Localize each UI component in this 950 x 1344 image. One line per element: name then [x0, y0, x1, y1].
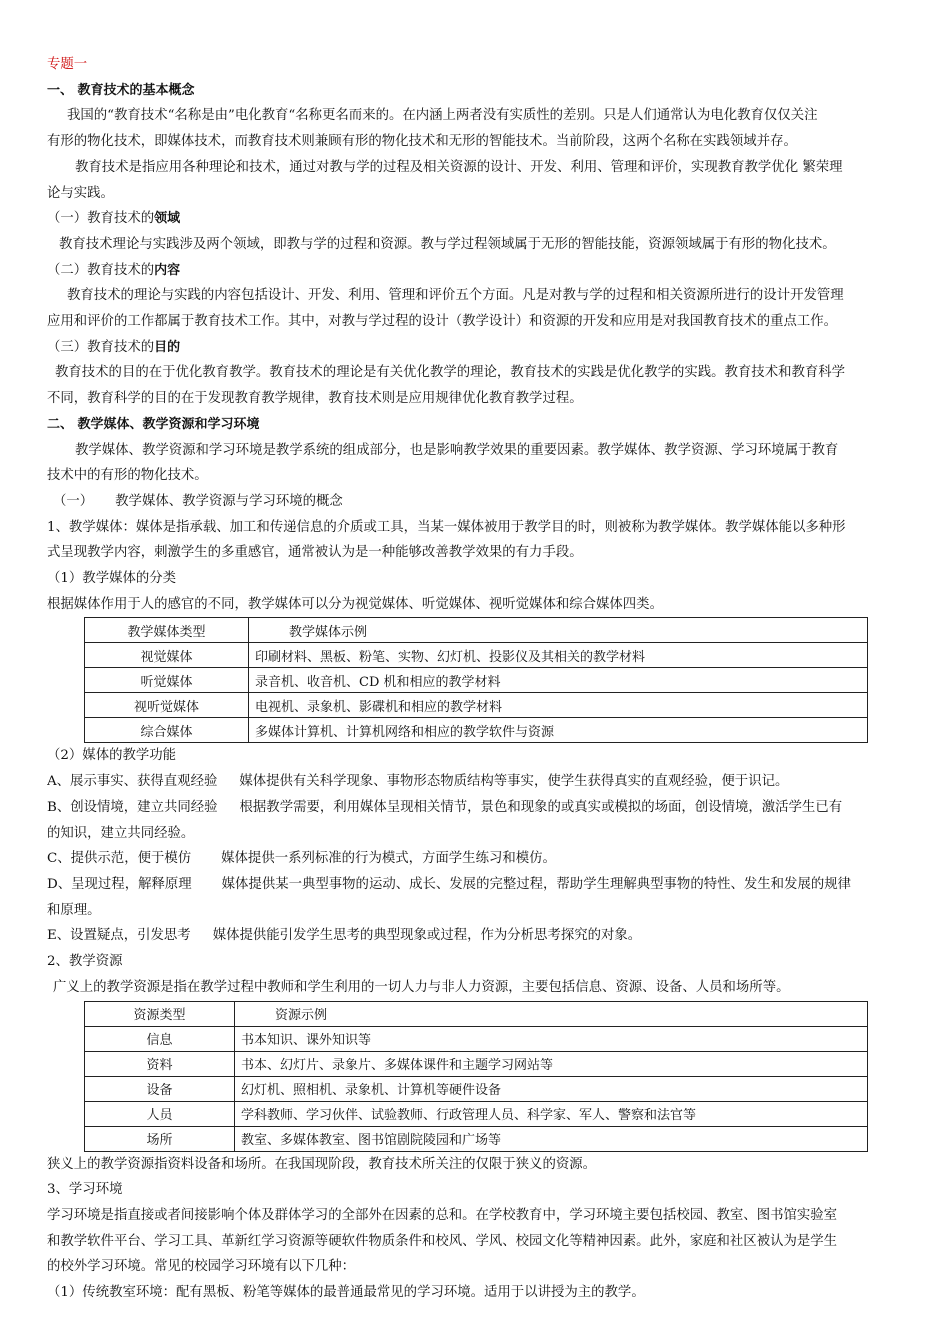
table-row: [85, 1101, 868, 1126]
s1-sub3-bold: 目的: [154, 339, 181, 355]
section2-heading: 二、 教学媒体、教学资源和学习环境: [47, 416, 260, 432]
table-cell: 幻灯机、照相机、录象机、计算机等硬件设备: [235, 1076, 868, 1101]
s2-sub1-title: 教学媒体、教学资源与学习环境的概念: [115, 493, 343, 509]
func-c: [47, 846, 905, 872]
func-d: [47, 872, 905, 898]
table-header-cell: 教学媒体示例: [249, 618, 868, 643]
s1-sub2-bold: 内容: [154, 262, 181, 278]
func-a: [47, 769, 905, 795]
env-line1: 学习环境是指直接或者间接影响个体及群体学习的全部外在因素的总和。在学校教育中，学习环境主要包括校园、教室、图书馆实验室: [47, 1207, 838, 1223]
media-def-line1: 1、教学媒体：媒体是指承载、加工和传递信息的介质或工具，当某一媒体被用于教学目的时，则被称为教学媒体。教学媒体能以多种形: [47, 519, 846, 535]
func-a-label: A、展示事实、获得直观经验: [47, 774, 218, 790]
table-row: [85, 643, 868, 668]
table-cell: 视听觉媒体: [85, 693, 249, 718]
table-cell: 人员: [85, 1101, 235, 1126]
func-b-cont: 的知识，建立共同经验。: [47, 825, 195, 841]
s1-para1-line2: 有形的物化技术，即媒体技术，而教育技术则兼顾有形的物化技术和无形的智能技术。当前阶段，这两个名称在实践领域并存。: [47, 134, 797, 150]
table-cell: 视觉媒体: [85, 643, 249, 668]
s1-sub2-prefix: （二）教育技术的: [47, 262, 155, 278]
table-cell: 印刷材料、黑板、粉笔、实物、幻灯机、投影仪及其相关的教学材料: [249, 643, 868, 668]
table-cell: 教室、多媒体教室、图书馆剧院陵园和广场等: [235, 1126, 868, 1151]
func-b: [47, 795, 905, 821]
table-header-cell: 资源类型: [85, 1001, 235, 1026]
table-cell: 场所: [85, 1126, 235, 1151]
func-e-text: 媒体提供能引发学生思考的典型现象或过程，作为分析思考探究的对象。: [212, 928, 642, 944]
media-func-title: （2）媒体的教学功能: [47, 748, 177, 764]
media-class-title: （1）教学媒体的分类: [47, 571, 177, 587]
s2-intro-line2: 技术中的有形的物化技术。: [47, 468, 208, 484]
s1-para2-line1: 教育技术是指应用各种理论和技术，通过对教与学的过程及相关资源的设计、开发、利用、管理和评价，实现教育教学优化 繁荣理: [75, 159, 843, 175]
func-c-label: C、提供示范，便于模仿: [47, 851, 192, 867]
resource-title: 2、教学资源: [47, 954, 123, 970]
func-d-label: D、呈现过程，解释原理: [47, 876, 192, 892]
s1-para2-line2: 论与实践。: [47, 185, 114, 201]
s1-sub1-prefix: （一）教育技术的: [47, 211, 155, 227]
func-e: [47, 923, 905, 949]
table-header-row: [85, 618, 868, 643]
table-cell: 多媒体计算机、计算机网络和相应的教学软件与资源: [249, 718, 868, 743]
env-title: 3、学习环境: [47, 1182, 123, 1198]
table-cell: 信息: [85, 1026, 235, 1051]
s2-sub1-heading: [47, 489, 905, 515]
table-row: [85, 1126, 868, 1151]
env-item1: （1）传统教室环境：配有黑板、粉笔等媒体的最普通最常见的学习环境。适用于以讲授为主的教学。: [47, 1285, 645, 1301]
env-line3: 的校外学习环境。常见的校园学习环境有以下几种：: [47, 1259, 355, 1275]
table-header-row: [85, 1001, 868, 1026]
table-row: [85, 718, 868, 743]
s1-sub3-prefix: （三）教育技术的: [47, 339, 155, 355]
s2-intro-line1: 教学媒体、教学资源和学习环境是教学系统的组成部分，也是影响教学效果的重要因素。教学媒体、教学资源、学习环境属于教育: [75, 442, 839, 458]
func-e-label: E、设置疑点，引发思考: [47, 928, 191, 944]
func-b-text: 根据教学需要，利用媒体呈现相关情节，景色和现象的或真实或模拟的场面，创设情境，激活学生已有: [239, 799, 843, 815]
table-row: [85, 668, 868, 693]
table-header-cell: 资源示例: [235, 1001, 868, 1026]
func-b-label: B、创设情境，建立共同经验: [47, 799, 218, 815]
s1-para1-line1: 我国的“教育技术“名称是由”电化教育“名称更名而来的。在内涵上两者没有实质性的差别。只是人们通常认为电化教育仅仅关注: [67, 108, 818, 124]
table-row: [85, 1076, 868, 1101]
table-row: [85, 1026, 868, 1051]
table-cell: 书本知识、课外知识等: [235, 1026, 868, 1051]
func-c-text: 媒体提供一系列标准的行为模式，方面学生练习和模仿。: [221, 851, 556, 867]
table-header-cell: 教学媒体类型: [85, 618, 249, 643]
media-def-line2: 式呈现教学内容，刺激学生的多重感官，通常被认为是一种能够改善教学效果的有力手段。: [47, 545, 583, 561]
media-type-table: [84, 617, 868, 743]
s1-sub3-line1: 教育技术的目的在于优化教育教学。教育技术的理论是有关优化教学的理论，教育技术的实践是优化教学的实践。教育技术和教育科学: [55, 365, 846, 381]
s1-sub1-text: 教育技术理论与实践涉及两个领域，即教与学的过程和资源。教与学过程领域属于无形的智能技能，资源领域属于有形的物化技术。: [59, 236, 836, 252]
table-cell: 听觉媒体: [85, 668, 249, 693]
topic-label: 专题一: [47, 57, 88, 72]
env-line2: 和教学软件平台、学习工具、革新红学习资源等硬软件物质条件和校风、学风、校园文化等精神因素。此外，家庭和社区被认为是学生: [47, 1233, 838, 1249]
table-cell: 书本、幻灯片、录象片、多媒体课件和主题学习网站等: [235, 1051, 868, 1076]
s1-sub1-heading: [47, 206, 905, 232]
table-cell: 录音机、收音机、CD 机和相应的教学材料: [249, 668, 868, 693]
func-a-text: 媒体提供有关科学现象、事物形态物质结构等事实，使学生获得真实的直观经验，便于识记。: [239, 774, 789, 790]
table-cell: 电视机、录象机、影碟机和相应的教学材料: [249, 693, 868, 718]
section1-heading: 一、 教育技术的基本概念: [47, 82, 195, 98]
resource-type-table: [84, 1001, 868, 1152]
s1-sub1-bold: 领域: [154, 211, 181, 227]
media-class-desc: 根据媒体作用于人的感官的不同，教学媒体可以分为视觉媒体、听觉媒体、视听觉媒体和综合媒体四类。: [47, 596, 663, 612]
table-cell: 设备: [85, 1076, 235, 1101]
table-cell: 综合媒体: [85, 718, 249, 743]
s1-sub2-line2: 应用和评价的工作都属于教育技术工作。其中，对教与学过程的设计（教学设计）和资源的开发和应用是对我国教育技术的重点工作。: [47, 314, 838, 330]
s1-sub3-line2: 不同，教育科学的目的在于发现教育教学规律，教育技术则是应用规律优化教育教学过程。: [47, 391, 583, 407]
func-d-text: 媒体提供某一典型事物的运动、成长、发展的完整过程，帮助学生理解典型事物的特性、发生和发展的规律: [221, 876, 852, 892]
table-row: [85, 1051, 868, 1076]
s1-sub2-line1: 教育技术的理论与实践的内容包括设计、开发、利用、管理和评价五个方面。凡是对教与学的过程和相关资源所进行的设计开发管理: [67, 288, 844, 304]
resource-narrow: 狭义上的教学资源指资料设备和场所。在我国现阶段，教育技术所关注的仅限于狭义的资源。: [47, 1156, 597, 1172]
s2-sub1-num: （一）: [53, 493, 94, 509]
resource-desc: 广义上的教学资源是指在教学过程中教师和学生利用的一切人力与非人力资源，主要包括信息、资源、设备、人员和场所等。: [53, 979, 790, 995]
s1-sub2-heading: [47, 258, 905, 284]
func-d-cont: 和原理。: [47, 902, 101, 918]
table-row: [85, 693, 868, 718]
document-page: [47, 52, 905, 1306]
table-cell: 学科教师、学习伙伴、试验教师、行政管理人员、科学家、军人、警察和法官等: [235, 1101, 868, 1126]
s1-sub3-heading: [47, 335, 905, 361]
table-cell: 资料: [85, 1051, 235, 1076]
